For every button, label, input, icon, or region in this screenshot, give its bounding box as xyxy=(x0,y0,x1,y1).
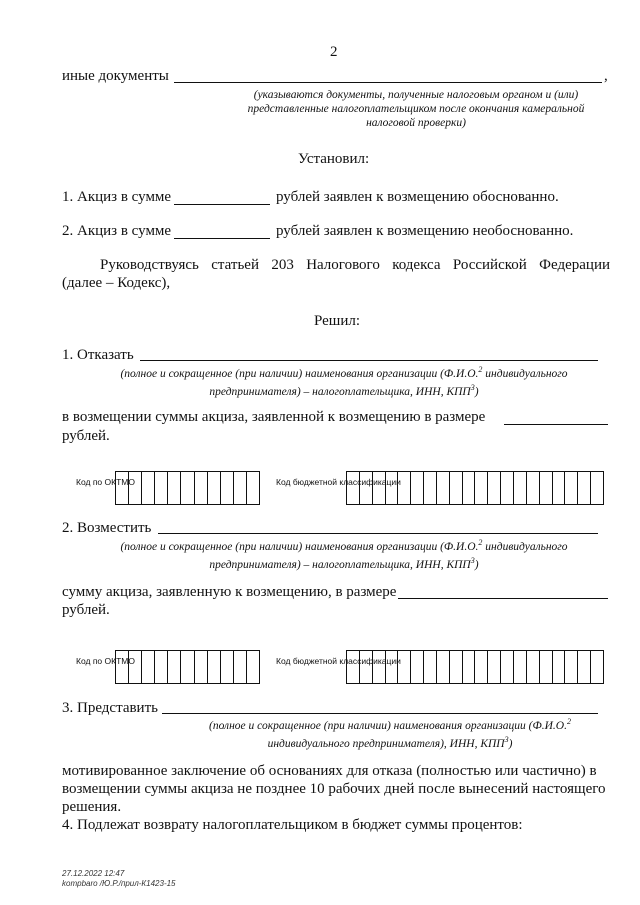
oktmo-grid-2[interactable] xyxy=(115,650,260,684)
other-docs-field[interactable] xyxy=(174,82,602,83)
item1-suffix: рублей заявлен к возмещению обоснованно. xyxy=(276,189,559,205)
other-docs-hint: (указываются документы, полученные налоговым органом и (или) представленные налогоплательщиком после окончания камеральной налоговой проверки) xyxy=(247,89,585,129)
guided-word: 203 xyxy=(271,257,294,273)
guided-word: Руководствуясь xyxy=(100,257,199,273)
guided-line2: (далее – Кодекс), xyxy=(62,275,171,291)
decided-heading: Решил: xyxy=(314,313,361,329)
submit-taxpayer-field[interactable] xyxy=(162,713,598,714)
item2-prefix: 2. Акциз в сумме xyxy=(62,223,172,239)
refuse-taxpayer-field[interactable] xyxy=(140,360,598,361)
oktmo-label: Код по ОКТМО xyxy=(76,477,135,487)
refuse-hint: (полное и сокращенное (при наличии) наименования организации (Ф.И.О.$^2$ индивидуального предпринимателя) – налогоплательщика, ИНН, КПП$^3$) xyxy=(120,365,568,398)
other-docs-comma: , xyxy=(604,68,608,84)
item1-prefix: 1. Акциз в сумме xyxy=(62,189,172,205)
submit-hint: (полное и сокращенное (при наличии) наименования организации (Ф.И.О.$^2$ индивидуального предпринимателя), ИНН, КПП$^3$) xyxy=(209,717,571,750)
guided-word: кодекса xyxy=(392,257,441,273)
refuse-text-line1: в возмещении суммы акциза, заявленной к возмещению в размере xyxy=(62,409,486,425)
oktmo-grid-1[interactable] xyxy=(115,471,260,505)
reimburse-text-line1: сумму акциза, заявленную к возмещению, в размере xyxy=(62,584,397,600)
page-number: 2 xyxy=(330,44,338,60)
submit-label: 3. Представить xyxy=(62,700,158,716)
motivated-line2: возмещении суммы акциза не позднее 10 рабочих дней после вынесений настоящего xyxy=(62,781,606,797)
kbk-grid-1[interactable] xyxy=(346,471,604,505)
refuse-amount-field[interactable] xyxy=(504,424,608,425)
established-heading: Установил: xyxy=(298,151,370,167)
guided-word: Российской xyxy=(452,257,527,273)
reimburse-taxpayer-field[interactable] xyxy=(158,533,598,534)
guided-word: статьей xyxy=(211,257,259,273)
item4-text: 4. Подлежат возврату налогоплательщиком в бюджет суммы процентов: xyxy=(62,817,523,833)
item2-suffix: рублей заявлен к возмещению необоснованно. xyxy=(276,223,574,239)
guided-word: Федерации xyxy=(539,257,610,273)
reimburse-text-line2: рублей. xyxy=(62,602,110,618)
refuse-text-line2: рублей. xyxy=(62,428,110,444)
kbk-label: Код бюджетной классификации xyxy=(276,477,401,487)
item1-amount-field[interactable] xyxy=(174,204,270,205)
motivated-line3: решения. xyxy=(62,799,122,815)
kbk-grid-2[interactable] xyxy=(346,650,604,684)
footer-path: kompbaro /Ю.Р./прил-К1423-15 xyxy=(62,879,176,888)
refuse-label: 1. Отказать xyxy=(62,347,134,363)
reimburse-hint: (полное и сокращенное (при наличии) наименования организации (Ф.И.О.$^2$ индивидуального предпринимателя) – налогоплательщика, ИНН, КПП$^3$) xyxy=(120,538,568,571)
motivated-line1: мотивированное заключение об основаниях для отказа (полностью или частично) в xyxy=(62,763,597,779)
reimburse-label: 2. Возместить xyxy=(62,520,152,536)
guided-word: Налогового xyxy=(306,257,380,273)
guided-line1 xyxy=(100,257,610,274)
footer-date: 27.12.2022 12:47 xyxy=(62,869,125,878)
other-docs-label: иные документы xyxy=(62,68,169,84)
item2-amount-field[interactable] xyxy=(174,238,270,239)
reimburse-amount-field[interactable] xyxy=(398,598,608,599)
kbk-label: Код бюджетной классификации xyxy=(276,656,401,666)
oktmo-label: Код по ОКТМО xyxy=(76,656,135,666)
